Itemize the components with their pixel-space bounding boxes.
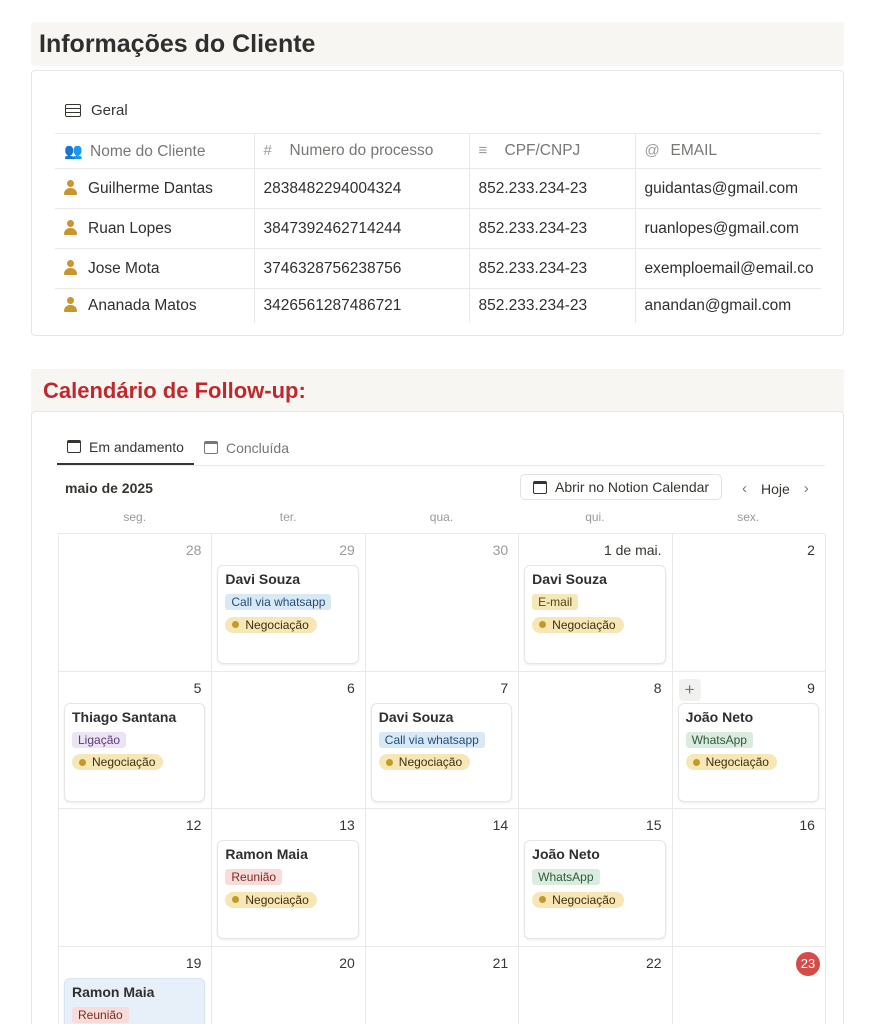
tab-concluida[interactable]: Concluída <box>194 430 299 465</box>
today-button[interactable]: Hoje <box>761 480 790 497</box>
table-view-tab[interactable] <box>65 102 128 119</box>
event-client-name: Davi Souza <box>378 708 454 725</box>
client-table-card <box>31 70 844 336</box>
event-channel-tag: Reunião <box>72 1007 129 1023</box>
event-card[interactable] <box>217 840 358 939</box>
cell-process-number[interactable]: 3847392462714244 <box>254 209 469 249</box>
table-header-row <box>55 134 821 169</box>
calendar-grid <box>58 533 825 1024</box>
event-status-label: Negociação <box>245 617 309 632</box>
weekday-label: qui. <box>585 510 605 524</box>
event-status-badge <box>225 892 316 908</box>
event-status-badge <box>225 617 316 633</box>
calendar-nav <box>742 480 809 497</box>
table-row <box>55 209 821 249</box>
event-channel-tag: Call via whatsapp <box>225 594 331 610</box>
chevron-left-icon[interactable]: ‹ <box>742 480 747 497</box>
day-number: 16 <box>799 817 815 833</box>
weekday-label: sex. <box>737 510 760 524</box>
column-header-email[interactable]: @ EMAIL <box>635 134 821 169</box>
calendar-day[interactable] <box>519 672 672 810</box>
people-icon: 👥 <box>64 142 83 160</box>
event-status-badge <box>379 754 470 770</box>
weekday-header <box>58 510 825 524</box>
at-icon: @ <box>644 142 660 159</box>
event-client-name: João Neto <box>532 846 600 862</box>
chevron-right-icon[interactable]: › <box>803 480 809 497</box>
weekday-label: seg. <box>123 510 147 524</box>
table-row <box>55 169 821 209</box>
cell-process-number[interactable]: 2838482294004324 <box>254 169 469 209</box>
event-client-name: Ramon Maia <box>72 983 155 1000</box>
person-icon <box>64 180 77 195</box>
today-day-number: 23 <box>796 952 820 976</box>
calendar-card <box>31 411 844 1024</box>
event-channel-tag: Call via whatsapp <box>379 732 485 748</box>
day-number: 5 <box>193 679 202 696</box>
calendar-day[interactable] <box>673 534 826 672</box>
event-status-label: Negociação <box>92 755 156 769</box>
client-name: Ananada Matos <box>88 296 197 314</box>
cell-email[interactable]: exemploemail@email.co <box>635 249 821 289</box>
table-row <box>55 249 821 289</box>
status-dot-icon <box>539 896 546 903</box>
day-number: 12 <box>185 817 202 833</box>
day-number: 21 <box>492 954 509 971</box>
calendar-month: maio de 2025 <box>65 480 153 496</box>
table-view-label: Geral <box>91 102 128 119</box>
client-name: Jose Mota <box>88 259 160 277</box>
event-channel-tag: Reunião <box>225 869 282 885</box>
day-number: 28 <box>185 542 202 558</box>
cell-process-number[interactable]: 3426561287486721 <box>254 289 469 323</box>
status-dot-icon <box>232 896 239 903</box>
calendar-day[interactable] <box>59 672 212 810</box>
event-card[interactable] <box>217 565 358 664</box>
weekday-label: ter. <box>279 510 297 524</box>
calendar-day[interactable] <box>519 534 672 672</box>
day-number: 29 <box>339 542 355 558</box>
calendar-tabs <box>57 430 825 466</box>
calendar-day[interactable] <box>366 534 519 672</box>
event-client-name: Ramon Maia <box>225 846 308 862</box>
event-card[interactable] <box>64 703 205 802</box>
person-icon <box>64 260 77 275</box>
day-number: 8 <box>653 679 662 696</box>
event-client-name: Davi Souza <box>532 571 607 587</box>
client-name: Guilherme Dantas <box>88 179 213 197</box>
day-number: 19 <box>185 954 202 971</box>
column-header-name[interactable]: 👥 Nome do Cliente <box>55 134 254 169</box>
event-status-badge <box>72 754 163 770</box>
weekday-label: qua. <box>429 510 454 524</box>
cell-client-name[interactable] <box>55 249 254 289</box>
day-number: 15 <box>645 817 662 833</box>
client-name: Ruan Lopes <box>88 219 172 237</box>
calendar-day[interactable] <box>212 809 365 947</box>
calendar-icon <box>67 440 81 453</box>
person-icon <box>64 297 77 312</box>
cell-client-name[interactable] <box>55 169 254 209</box>
add-event-icon[interactable]: + <box>679 679 701 701</box>
table-row <box>55 289 821 323</box>
calendar-day[interactable] <box>366 809 519 947</box>
cell-cpf[interactable]: 852.233.234-23 <box>469 289 635 323</box>
cell-client-name[interactable] <box>55 289 254 323</box>
status-dot-icon <box>539 621 546 628</box>
text-lines-icon: ≡ <box>478 142 488 159</box>
day-number: 14 <box>492 817 509 833</box>
cell-email[interactable]: anandan@gmail.com <box>635 289 821 323</box>
event-status-label: Negociação <box>398 755 463 769</box>
open-notion-calendar-button[interactable]: Abrir no Notion Calendar <box>520 474 722 500</box>
client-info-title: Informações do Cliente <box>31 22 844 66</box>
event-card[interactable] <box>64 978 205 1024</box>
column-header-process[interactable]: # Numero do processo <box>254 134 469 169</box>
event-status-badge <box>532 892 623 908</box>
table-icon <box>65 104 81 117</box>
day-number: 7 <box>500 679 509 696</box>
status-dot-icon <box>79 759 86 766</box>
hash-icon: # <box>263 142 272 159</box>
calendar-day[interactable] <box>366 672 519 810</box>
column-header-cpf[interactable]: ≡ CPF/CNPJ <box>469 134 635 169</box>
status-dot-icon <box>693 759 700 766</box>
event-client-name: Thiago Santana <box>72 708 177 725</box>
calendar-icon <box>204 441 218 454</box>
calendar-day[interactable] <box>59 809 212 947</box>
calendar-day[interactable] <box>673 672 826 810</box>
event-status-badge <box>532 617 623 633</box>
event-channel-tag: Ligação <box>72 732 126 748</box>
event-card[interactable] <box>524 840 665 939</box>
cell-email[interactable]: ruanlopes@gmail.com <box>635 209 821 249</box>
event-status-label: Negociação <box>705 755 769 769</box>
cell-process-number[interactable]: 3746328756238756 <box>254 249 469 289</box>
person-icon <box>64 220 77 235</box>
tab-em-andamento[interactable]: Em andamento <box>57 430 194 465</box>
calendar-day[interactable] <box>366 947 519 1024</box>
event-channel-tag: E-mail <box>532 594 578 610</box>
calendar-day[interactable] <box>519 809 672 947</box>
day-number: 6 <box>346 679 355 696</box>
day-number: 22 <box>645 954 662 971</box>
event-channel-tag: WhatsApp <box>532 869 599 885</box>
status-dot-icon <box>232 621 239 628</box>
event-status-label: Negociação <box>552 617 616 632</box>
cell-email[interactable]: guidantas@gmail.com <box>635 169 821 209</box>
notion-calendar-icon <box>533 481 547 494</box>
calendar-day[interactable] <box>519 947 672 1024</box>
cell-client-name[interactable] <box>55 209 254 249</box>
calendar-title: Calendário de Follow-up: <box>31 369 844 413</box>
event-card[interactable] <box>371 703 512 802</box>
event-status-label: Negociação <box>245 892 309 907</box>
event-channel-tag: WhatsApp <box>686 732 753 748</box>
event-card[interactable] <box>678 703 819 802</box>
calendar-day[interactable] <box>59 534 212 672</box>
event-client-name: Davi Souza <box>225 571 301 587</box>
day-number: 20 <box>339 954 355 971</box>
event-status-badge <box>686 754 777 770</box>
day-number: 30 <box>492 542 509 558</box>
status-dot-icon <box>386 759 393 766</box>
event-card[interactable] <box>524 565 665 664</box>
cell-cpf[interactable]: 852.233.234-23 <box>469 209 635 249</box>
client-table <box>55 133 821 323</box>
day-number: 2 <box>807 542 815 558</box>
day-number: 13 <box>339 817 355 833</box>
calendar-day[interactable] <box>212 947 365 1024</box>
event-status-label: Negociação <box>552 892 616 907</box>
event-client-name: João Neto <box>685 708 754 725</box>
day-number: 9 <box>807 679 815 696</box>
calendar-day[interactable] <box>673 947 826 1024</box>
calendar-day[interactable] <box>212 672 365 810</box>
cell-cpf[interactable]: 852.233.234-23 <box>469 249 635 289</box>
calendar-day[interactable] <box>59 947 212 1024</box>
calendar-day[interactable] <box>212 534 365 672</box>
calendar-day[interactable] <box>673 809 826 947</box>
day-number: 1 de mai. <box>603 542 662 558</box>
cell-cpf[interactable]: 852.233.234-23 <box>469 169 635 209</box>
